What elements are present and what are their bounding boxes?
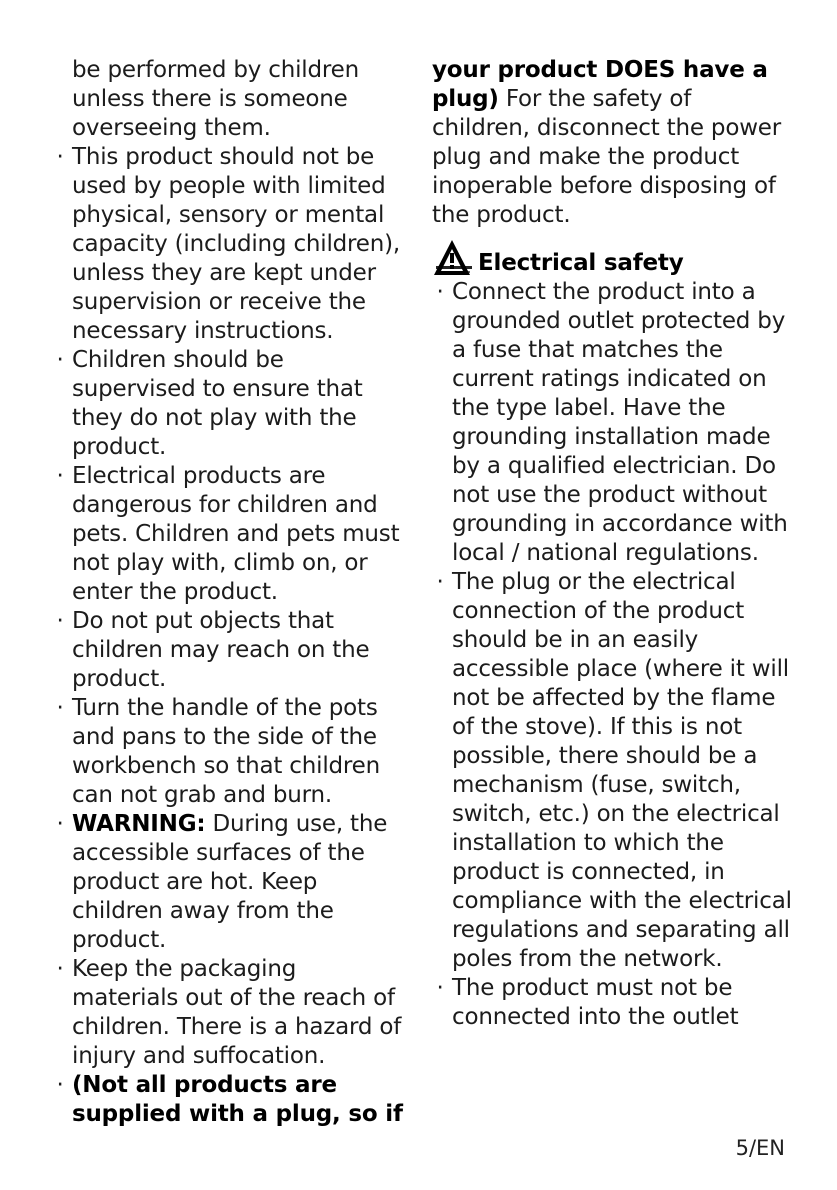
list-item xyxy=(52,346,408,462)
bullet-dot: · xyxy=(56,1072,64,1098)
bullet-dot: · xyxy=(56,695,64,721)
bullet-dot: · xyxy=(436,279,444,305)
bullet-dot: · xyxy=(436,975,444,1001)
list-item-text: Keep the packaging materials out of the reach of children. There is a hazard of injury and suffocation. xyxy=(72,956,402,1069)
list-item-text: The plug or the electrical connection of the product should be in an easily accessible place (where it will not be affected by the flame of the stove). If this is not possible, there should be a mechanism (fuse, switch, switch, etc.) on the electrical installation to which the product is connected, in compliance with the electrical regulations and separating all poles from the network. xyxy=(452,569,792,972)
list-item-text: Connect the product into a grounded outlet protected by a fuse that matches the current ratings indicated on the type label. Have the grounding installation made by a qualified electrician. Do not use the product without grounding in accordance with local / national regulations. xyxy=(452,279,788,566)
bullet-dot: · xyxy=(56,811,64,837)
list-item xyxy=(52,694,408,810)
plug-note-bold-continuation: your product DOES have a plug) xyxy=(432,57,768,112)
list-item xyxy=(52,955,408,1071)
safety-list-electrical xyxy=(432,278,794,1032)
continuation-text: be performed by children unless there is someone overseeing them. xyxy=(72,57,359,141)
plug-note-bold-text: (Not all products are supplied with a plug, so if xyxy=(72,1072,403,1127)
bullet-dot: · xyxy=(56,608,64,634)
right-column xyxy=(432,56,794,1032)
safety-list-children xyxy=(52,143,408,1129)
page-number: 5/EN xyxy=(735,1136,785,1160)
left-column xyxy=(52,56,408,1129)
bullet-dot: · xyxy=(436,569,444,595)
list-item xyxy=(52,462,408,607)
plug-note-text: For the safety of children, disconnect the power plug and make the product inoperable before disposing of the product. xyxy=(432,86,782,228)
list-item xyxy=(432,568,794,974)
bullet-dot: · xyxy=(56,956,64,982)
list-item-text: Children should be supervised to ensure that they do not play with the product. xyxy=(72,347,363,460)
warning-triangle-icon xyxy=(432,238,478,278)
list-item-text: Electrical products are dangerous for children and pets. Children and pets must not play with, climb on, or enter the product. xyxy=(72,463,400,605)
list-item-warning xyxy=(52,810,408,955)
list-item xyxy=(432,974,794,1032)
section-title: Electrical safety xyxy=(478,250,684,276)
list-item-text: This product should not be used by people with limited physical, sensory or mental capacity (including children), unless they are kept under supervision or receive the necessary instructions. xyxy=(72,144,401,344)
list-item-text: The product must not be connected into the outlet xyxy=(452,975,739,1030)
list-item-plug-note xyxy=(52,1071,408,1129)
bullet-dot: · xyxy=(56,463,64,489)
bullet-dot: · xyxy=(56,144,64,170)
list-item xyxy=(432,278,794,568)
bullet-dot: · xyxy=(56,347,64,373)
list-item-text: During use, the accessible surfaces of the product are hot. Keep children away from the product. xyxy=(72,811,388,953)
plug-note-continuation xyxy=(432,56,794,230)
warning-label: WARNING: xyxy=(72,811,206,837)
list-item-text: Turn the handle of the pots and pans to the side of the workbench so that children can not grab and burn. xyxy=(72,695,380,808)
list-item-text: Do not put objects that children may reach on the product. xyxy=(72,608,370,692)
section-heading-electrical-safety xyxy=(432,238,794,278)
list-item xyxy=(52,607,408,694)
list-item xyxy=(52,143,408,346)
